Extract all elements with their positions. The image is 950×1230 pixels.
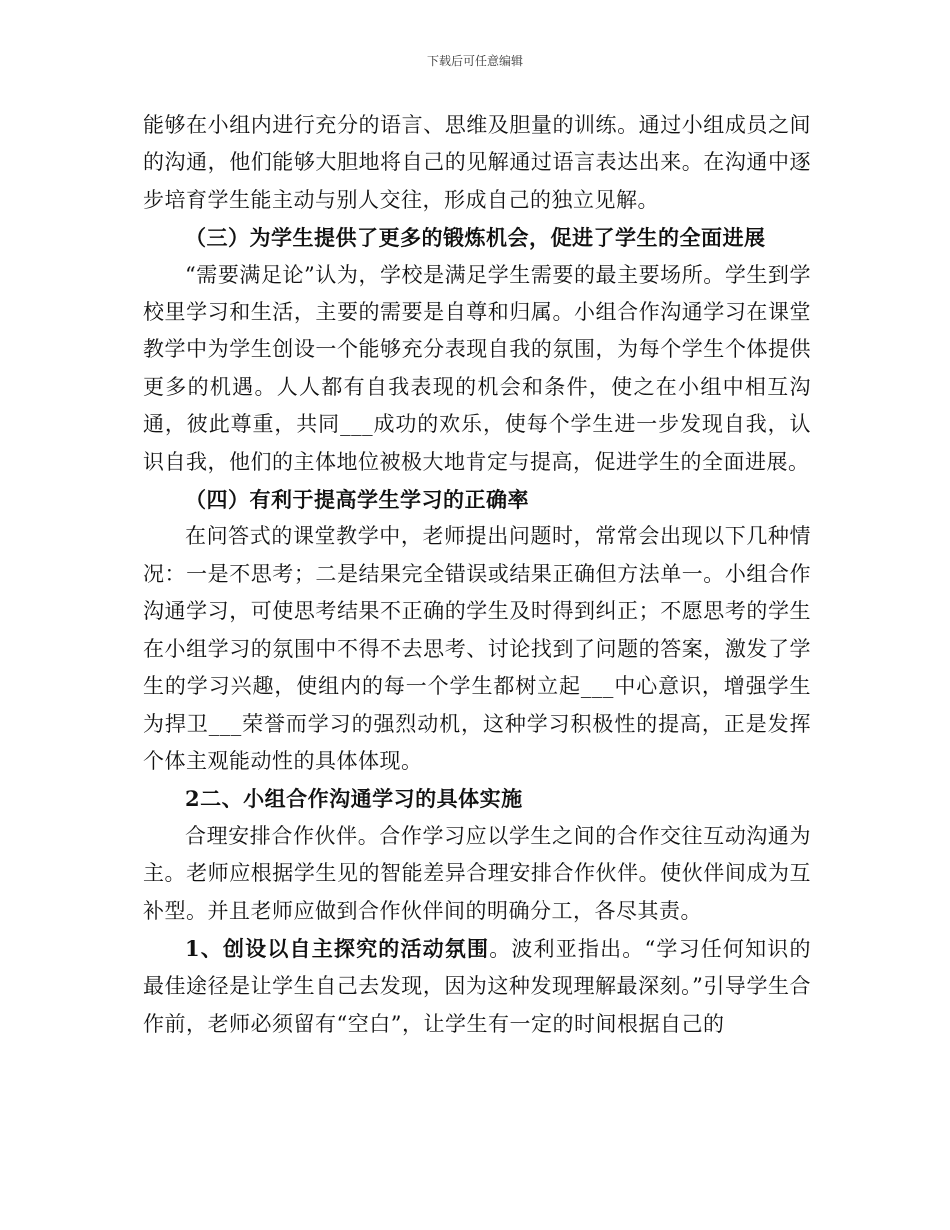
inquiry-heading: 1、创设以自主探究的活动氛围 <box>185 935 490 961</box>
inquiry-text: 。波利亚指出。“学习任何知识的最佳途径是让学生自己去发现，因为这种发现理解最深刻。”引导学生合作前，老师必须留有“空白”，让学生有一定的时间根据自己的 <box>143 936 811 1036</box>
paragraph-accuracy: 在问答式的课堂教学中，老师提出问题时，常常会出现以下几种情况：一是不思考；二是结果完全错误或结果正确但方法单一。小组合作沟通学习，可使思考结果不正确的学生及时得到纠正；不愿思考的学生在小组学习的氛围中不得不去思考、讨论找到了问题的答案，激发了学生的学习兴趣，使组内的每一个学生都树立起___中心意识，增强学生为捍卫___荣誉而学习的强烈动机，这种学习积极性的提高，正是发挥个体主观能动性的具体体现。 <box>143 524 811 773</box>
paragraph-inquiry <box>143 930 811 1043</box>
section-heading-3: （三）为学生提供了更多的锻炼机会，促进了学生的全面进展 <box>185 225 766 251</box>
section-heading-implementation: 2二、小组合作沟通学习的具体实施 <box>185 786 523 812</box>
section-heading-4: （四）有利于提高学生学习的正确率 <box>185 487 529 513</box>
paragraph-partners: 合理安排合作伙伴。合作学习应以学生之间的合作交往互动沟通为主。老师应根据学生见的智能差异合理安排合作伙伴。使伙伴间成为互补型。并且老师应做到合作伙伴间的明确分工，各尽其责。 <box>143 823 811 923</box>
document-body <box>143 107 811 1043</box>
paragraph-needs-theory: “需要满足论”认为，学校是满足学生需要的最主要场所。学生到学校里学习和生活，主要的需要是自尊和归属。小组合作沟通学习在课堂教学中为学生创设一个能够充分表现自我的氛围，为每个学生个体提供更多的机遇。人人都有自我表现的机会和条件，使之在小组中相互沟通，彼此尊重，共同___成功的欢乐，使每个学生进一步发现自我，认识自我，他们的主体地位被极大地肯定与提高，促进学生的全面进展。 <box>143 262 811 474</box>
paragraph-continuation: 能够在小组内进行充分的语言、思维及胆量的训练。通过小组成员之间的沟通，他们能够大胆地将自己的见解通过语言表达出来。在沟通中逐步培育学生能主动与别人交往，形成自己的独立见解。 <box>143 113 811 212</box>
page-header: 下载后可任意编辑 <box>426 54 523 68</box>
